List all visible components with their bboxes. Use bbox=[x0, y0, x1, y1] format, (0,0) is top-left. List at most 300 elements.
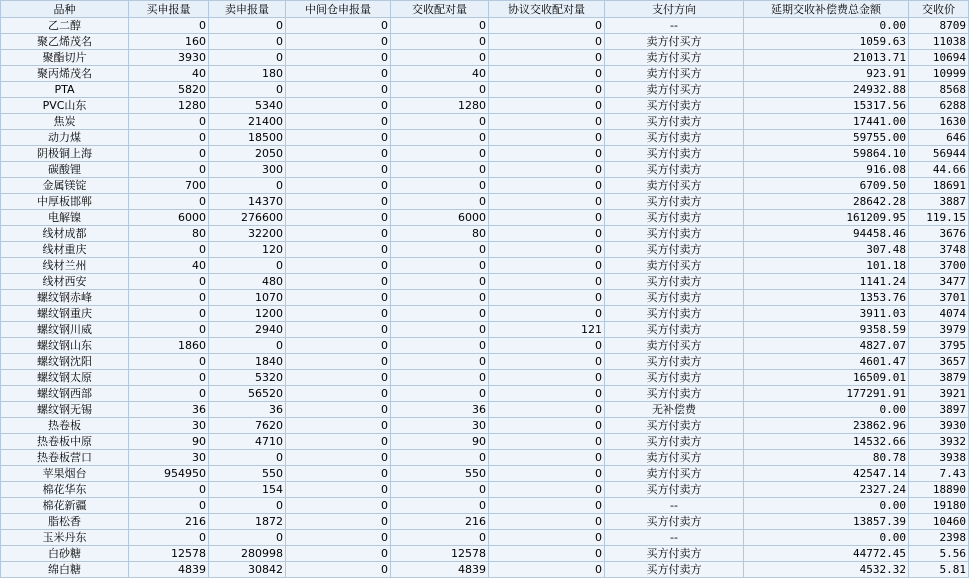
pay-direction-cell: 买方付卖方 bbox=[605, 290, 744, 306]
buy-qty-cell: 0 bbox=[129, 162, 209, 178]
pay-direction-cell: 买方付卖方 bbox=[605, 146, 744, 162]
buy-qty-cell: 1860 bbox=[129, 338, 209, 354]
sell-qty-cell: 5320 bbox=[209, 370, 286, 386]
agreement-qty-cell: 0 bbox=[489, 114, 605, 130]
sell-qty-cell: 30842 bbox=[209, 562, 286, 578]
pay-direction-cell: 买方付卖方 bbox=[605, 370, 744, 386]
compensation-cell: 42547.14 bbox=[744, 466, 909, 482]
sell-qty-cell: 0 bbox=[209, 450, 286, 466]
matched-qty-cell: 12578 bbox=[391, 546, 489, 562]
table-row bbox=[1, 322, 969, 338]
matched-qty-cell: 0 bbox=[391, 146, 489, 162]
buy-qty-cell: 6000 bbox=[129, 210, 209, 226]
agreement-qty-cell: 0 bbox=[489, 18, 605, 34]
mid-qty-cell: 0 bbox=[286, 354, 391, 370]
settle-price-cell: 3887 bbox=[909, 194, 969, 210]
buy-qty-cell: 0 bbox=[129, 354, 209, 370]
pay-direction-cell: 买方付卖方 bbox=[605, 482, 744, 498]
mid-qty-cell: 0 bbox=[286, 290, 391, 306]
sell-qty-cell: 0 bbox=[209, 82, 286, 98]
settle-price-cell: 2398 bbox=[909, 530, 969, 546]
variety-cell: 线材重庆 bbox=[1, 242, 129, 258]
variety-cell: 电解镍 bbox=[1, 210, 129, 226]
variety-cell: 螺纹钢无锡 bbox=[1, 402, 129, 418]
pay-direction-cell: 卖方付买方 bbox=[605, 466, 744, 482]
settle-price-cell: 3879 bbox=[909, 370, 969, 386]
settle-price-cell: 10460 bbox=[909, 514, 969, 530]
agreement-qty-cell: 0 bbox=[489, 482, 605, 498]
mid-qty-cell: 0 bbox=[286, 258, 391, 274]
settle-price-cell: 3657 bbox=[909, 354, 969, 370]
compensation-cell: 1141.24 bbox=[744, 274, 909, 290]
buy-qty-cell: 0 bbox=[129, 482, 209, 498]
table-row bbox=[1, 402, 969, 418]
matched-qty-cell: 4839 bbox=[391, 562, 489, 578]
compensation-cell: 23862.96 bbox=[744, 418, 909, 434]
table-row bbox=[1, 546, 969, 562]
variety-cell: 螺纹钢山东 bbox=[1, 338, 129, 354]
compensation-cell: 916.08 bbox=[744, 162, 909, 178]
matched-qty-cell: 0 bbox=[391, 482, 489, 498]
table-row bbox=[1, 274, 969, 290]
buy-qty-cell: 0 bbox=[129, 290, 209, 306]
compensation-cell: 4532.32 bbox=[744, 562, 909, 578]
compensation-cell: 923.91 bbox=[744, 66, 909, 82]
variety-cell: 聚丙烯茂名 bbox=[1, 66, 129, 82]
mid-qty-cell: 0 bbox=[286, 130, 391, 146]
pay-direction-cell: 买方付卖方 bbox=[605, 242, 744, 258]
buy-qty-cell: 0 bbox=[129, 146, 209, 162]
agreement-qty-cell: 0 bbox=[489, 162, 605, 178]
header-mid-qty: 中间仓申报量 bbox=[286, 1, 391, 18]
buy-qty-cell: 0 bbox=[129, 386, 209, 402]
compensation-cell: 4601.47 bbox=[744, 354, 909, 370]
mid-qty-cell: 0 bbox=[286, 530, 391, 546]
compensation-cell: 59755.00 bbox=[744, 130, 909, 146]
table-row bbox=[1, 258, 969, 274]
buy-qty-cell: 90 bbox=[129, 434, 209, 450]
variety-cell: 聚乙烯茂名 bbox=[1, 34, 129, 50]
matched-qty-cell: 0 bbox=[391, 242, 489, 258]
settle-price-cell: 44.66 bbox=[909, 162, 969, 178]
buy-qty-cell: 954950 bbox=[129, 466, 209, 482]
agreement-qty-cell: 0 bbox=[489, 274, 605, 290]
matched-qty-cell: 0 bbox=[391, 50, 489, 66]
settle-price-cell: 10694 bbox=[909, 50, 969, 66]
matched-qty-cell: 36 bbox=[391, 402, 489, 418]
agreement-qty-cell: 0 bbox=[489, 514, 605, 530]
sell-qty-cell: 300 bbox=[209, 162, 286, 178]
variety-cell: 螺纹钢赤峰 bbox=[1, 290, 129, 306]
pay-direction-cell: 卖方付买方 bbox=[605, 338, 744, 354]
table-row bbox=[1, 242, 969, 258]
agreement-qty-cell: 0 bbox=[489, 258, 605, 274]
sell-qty-cell: 1200 bbox=[209, 306, 286, 322]
pay-direction-cell: 买方付卖方 bbox=[605, 546, 744, 562]
buy-qty-cell: 30 bbox=[129, 450, 209, 466]
table-row bbox=[1, 418, 969, 434]
table-row bbox=[1, 434, 969, 450]
variety-cell: 线材西安 bbox=[1, 274, 129, 290]
buy-qty-cell: 0 bbox=[129, 130, 209, 146]
mid-qty-cell: 0 bbox=[286, 562, 391, 578]
pay-direction-cell: -- bbox=[605, 18, 744, 34]
mid-qty-cell: 0 bbox=[286, 18, 391, 34]
settle-price-cell: 3938 bbox=[909, 450, 969, 466]
table-row bbox=[1, 386, 969, 402]
agreement-qty-cell: 0 bbox=[489, 370, 605, 386]
mid-qty-cell: 0 bbox=[286, 194, 391, 210]
agreement-qty-cell: 0 bbox=[489, 82, 605, 98]
compensation-cell: 21013.71 bbox=[744, 50, 909, 66]
header-settle-price: 交收价 bbox=[909, 1, 969, 18]
compensation-cell: 24932.88 bbox=[744, 82, 909, 98]
table-row bbox=[1, 370, 969, 386]
compensation-cell: 14532.66 bbox=[744, 434, 909, 450]
compensation-cell: 0.00 bbox=[744, 498, 909, 514]
mid-qty-cell: 0 bbox=[286, 418, 391, 434]
agreement-qty-cell: 0 bbox=[489, 34, 605, 50]
buy-qty-cell: 0 bbox=[129, 18, 209, 34]
agreement-qty-cell: 0 bbox=[489, 434, 605, 450]
matched-qty-cell: 0 bbox=[391, 34, 489, 50]
buy-qty-cell: 700 bbox=[129, 178, 209, 194]
sell-qty-cell: 0 bbox=[209, 178, 286, 194]
variety-cell: 中厚板邯郸 bbox=[1, 194, 129, 210]
mid-qty-cell: 0 bbox=[286, 306, 391, 322]
pay-direction-cell: 买方付卖方 bbox=[605, 114, 744, 130]
sell-qty-cell: 0 bbox=[209, 258, 286, 274]
settle-price-cell: 3477 bbox=[909, 274, 969, 290]
variety-cell: 白砂糖 bbox=[1, 546, 129, 562]
table-row bbox=[1, 34, 969, 50]
buy-qty-cell: 12578 bbox=[129, 546, 209, 562]
sell-qty-cell: 0 bbox=[209, 50, 286, 66]
pay-direction-cell: 买方付卖方 bbox=[605, 434, 744, 450]
header-compensation: 延期交收补偿费总金额 bbox=[744, 1, 909, 18]
mid-qty-cell: 0 bbox=[286, 66, 391, 82]
matched-qty-cell: 80 bbox=[391, 226, 489, 242]
agreement-qty-cell: 0 bbox=[489, 146, 605, 162]
compensation-cell: 0.00 bbox=[744, 18, 909, 34]
matched-qty-cell: 0 bbox=[391, 306, 489, 322]
pay-direction-cell: 买方付卖方 bbox=[605, 514, 744, 530]
compensation-cell: 9358.59 bbox=[744, 322, 909, 338]
settle-price-cell: 3701 bbox=[909, 290, 969, 306]
pay-direction-cell: 买方付卖方 bbox=[605, 130, 744, 146]
table-row bbox=[1, 482, 969, 498]
variety-cell: 螺纹钢西部 bbox=[1, 386, 129, 402]
pay-direction-cell: 买方付卖方 bbox=[605, 562, 744, 578]
pay-direction-cell: 卖方付买方 bbox=[605, 258, 744, 274]
buy-qty-cell: 0 bbox=[129, 322, 209, 338]
mid-qty-cell: 0 bbox=[286, 482, 391, 498]
agreement-qty-cell: 0 bbox=[489, 242, 605, 258]
matched-qty-cell: 0 bbox=[391, 274, 489, 290]
settle-price-cell: 3932 bbox=[909, 434, 969, 450]
variety-cell: 乙二醇 bbox=[1, 18, 129, 34]
table-row bbox=[1, 354, 969, 370]
settle-price-cell: 4074 bbox=[909, 306, 969, 322]
pay-direction-cell: 买方付卖方 bbox=[605, 306, 744, 322]
variety-cell: 碳酸锂 bbox=[1, 162, 129, 178]
sell-qty-cell: 0 bbox=[209, 34, 286, 50]
pay-direction-cell: 卖方付买方 bbox=[605, 450, 744, 466]
table-row bbox=[1, 50, 969, 66]
table-body bbox=[1, 18, 969, 578]
settle-price-cell: 3930 bbox=[909, 418, 969, 434]
pay-direction-cell: -- bbox=[605, 530, 744, 546]
matched-qty-cell: 30 bbox=[391, 418, 489, 434]
settle-price-cell: 56944 bbox=[909, 146, 969, 162]
mid-qty-cell: 0 bbox=[286, 178, 391, 194]
sell-qty-cell: 550 bbox=[209, 466, 286, 482]
compensation-cell: 6709.50 bbox=[744, 178, 909, 194]
compensation-cell: 15317.56 bbox=[744, 98, 909, 114]
agreement-qty-cell: 0 bbox=[489, 338, 605, 354]
settle-price-cell: 18890 bbox=[909, 482, 969, 498]
variety-cell: 棉花华东 bbox=[1, 482, 129, 498]
buy-qty-cell: 5820 bbox=[129, 82, 209, 98]
matched-qty-cell: 0 bbox=[391, 114, 489, 130]
variety-cell: PTA bbox=[1, 82, 129, 98]
table-row bbox=[1, 466, 969, 482]
table-row bbox=[1, 306, 969, 322]
matched-qty-cell: 0 bbox=[391, 322, 489, 338]
mid-qty-cell: 0 bbox=[286, 210, 391, 226]
table-row bbox=[1, 194, 969, 210]
pay-direction-cell: -- bbox=[605, 498, 744, 514]
sell-qty-cell: 7620 bbox=[209, 418, 286, 434]
compensation-cell: 16509.01 bbox=[744, 370, 909, 386]
pay-direction-cell: 卖方付买方 bbox=[605, 50, 744, 66]
compensation-cell: 80.78 bbox=[744, 450, 909, 466]
variety-cell: 苹果烟台 bbox=[1, 466, 129, 482]
sell-qty-cell: 18500 bbox=[209, 130, 286, 146]
matched-qty-cell: 0 bbox=[391, 18, 489, 34]
table-row bbox=[1, 530, 969, 546]
buy-qty-cell: 0 bbox=[129, 114, 209, 130]
table-row bbox=[1, 18, 969, 34]
matched-qty-cell: 0 bbox=[391, 354, 489, 370]
settle-price-cell: 8568 bbox=[909, 82, 969, 98]
compensation-cell: 17441.00 bbox=[744, 114, 909, 130]
mid-qty-cell: 0 bbox=[286, 274, 391, 290]
mid-qty-cell: 0 bbox=[286, 242, 391, 258]
compensation-cell: 44772.45 bbox=[744, 546, 909, 562]
matched-qty-cell: 0 bbox=[391, 386, 489, 402]
compensation-cell: 59864.10 bbox=[744, 146, 909, 162]
mid-qty-cell: 0 bbox=[286, 82, 391, 98]
compensation-cell: 94458.46 bbox=[744, 226, 909, 242]
sell-qty-cell: 276600 bbox=[209, 210, 286, 226]
mid-qty-cell: 0 bbox=[286, 498, 391, 514]
table-row bbox=[1, 514, 969, 530]
variety-cell: 线材成都 bbox=[1, 226, 129, 242]
agreement-qty-cell: 0 bbox=[489, 290, 605, 306]
variety-cell: 脂松香 bbox=[1, 514, 129, 530]
settle-price-cell: 3979 bbox=[909, 322, 969, 338]
compensation-cell: 4827.07 bbox=[744, 338, 909, 354]
header-matched-qty: 交收配对量 bbox=[391, 1, 489, 18]
settle-price-cell: 3795 bbox=[909, 338, 969, 354]
matched-qty-cell: 0 bbox=[391, 290, 489, 306]
agreement-qty-cell: 0 bbox=[489, 66, 605, 82]
buy-qty-cell: 30 bbox=[129, 418, 209, 434]
buy-qty-cell: 3930 bbox=[129, 50, 209, 66]
sell-qty-cell: 1070 bbox=[209, 290, 286, 306]
mid-qty-cell: 0 bbox=[286, 146, 391, 162]
table-row bbox=[1, 210, 969, 226]
buy-qty-cell: 160 bbox=[129, 34, 209, 50]
buy-qty-cell: 0 bbox=[129, 530, 209, 546]
pay-direction-cell: 卖方付买方 bbox=[605, 82, 744, 98]
compensation-cell: 1059.63 bbox=[744, 34, 909, 50]
table-row bbox=[1, 146, 969, 162]
mid-qty-cell: 0 bbox=[286, 546, 391, 562]
agreement-qty-cell: 0 bbox=[489, 402, 605, 418]
agreement-qty-cell: 0 bbox=[489, 562, 605, 578]
header-buy-qty: 买申报量 bbox=[129, 1, 209, 18]
variety-cell: 绵白糖 bbox=[1, 562, 129, 578]
settle-price-cell: 3676 bbox=[909, 226, 969, 242]
header-row bbox=[1, 1, 969, 18]
sell-qty-cell: 5340 bbox=[209, 98, 286, 114]
pay-direction-cell: 买方付卖方 bbox=[605, 226, 744, 242]
buy-qty-cell: 0 bbox=[129, 274, 209, 290]
variety-cell: 棉花新疆 bbox=[1, 498, 129, 514]
pay-direction-cell: 买方付卖方 bbox=[605, 98, 744, 114]
mid-qty-cell: 0 bbox=[286, 370, 391, 386]
sell-qty-cell: 0 bbox=[209, 498, 286, 514]
agreement-qty-cell: 0 bbox=[489, 130, 605, 146]
mid-qty-cell: 0 bbox=[286, 114, 391, 130]
sell-qty-cell: 21400 bbox=[209, 114, 286, 130]
mid-qty-cell: 0 bbox=[286, 386, 391, 402]
settle-price-cell: 11038 bbox=[909, 34, 969, 50]
matched-qty-cell: 550 bbox=[391, 466, 489, 482]
settle-price-cell: 10999 bbox=[909, 66, 969, 82]
buy-qty-cell: 80 bbox=[129, 226, 209, 242]
variety-cell: 动力煤 bbox=[1, 130, 129, 146]
mid-qty-cell: 0 bbox=[286, 338, 391, 354]
table-row bbox=[1, 338, 969, 354]
settle-price-cell: 6288 bbox=[909, 98, 969, 114]
compensation-cell: 177291.91 bbox=[744, 386, 909, 402]
settle-price-cell: 119.15 bbox=[909, 210, 969, 226]
agreement-qty-cell: 0 bbox=[489, 178, 605, 194]
settle-price-cell: 1630 bbox=[909, 114, 969, 130]
mid-qty-cell: 0 bbox=[286, 226, 391, 242]
buy-qty-cell: 0 bbox=[129, 242, 209, 258]
table-row bbox=[1, 162, 969, 178]
sell-qty-cell: 0 bbox=[209, 338, 286, 354]
table-row bbox=[1, 114, 969, 130]
settle-price-cell: 3748 bbox=[909, 242, 969, 258]
buy-qty-cell: 4839 bbox=[129, 562, 209, 578]
agreement-qty-cell: 0 bbox=[489, 498, 605, 514]
buy-qty-cell: 1280 bbox=[129, 98, 209, 114]
mid-qty-cell: 0 bbox=[286, 434, 391, 450]
variety-cell: 螺纹钢川威 bbox=[1, 322, 129, 338]
pay-direction-cell: 买方付卖方 bbox=[605, 354, 744, 370]
matched-qty-cell: 0 bbox=[391, 370, 489, 386]
matched-qty-cell: 0 bbox=[391, 498, 489, 514]
variety-cell: 玉米丹东 bbox=[1, 530, 129, 546]
pay-direction-cell: 买方付卖方 bbox=[605, 162, 744, 178]
compensation-cell: 101.18 bbox=[744, 258, 909, 274]
pay-direction-cell: 买方付卖方 bbox=[605, 322, 744, 338]
compensation-cell: 13857.39 bbox=[744, 514, 909, 530]
variety-cell: 金属镁锭 bbox=[1, 178, 129, 194]
variety-cell: 聚酯切片 bbox=[1, 50, 129, 66]
settle-price-cell: 3897 bbox=[909, 402, 969, 418]
table-row bbox=[1, 66, 969, 82]
compensation-cell: 28642.28 bbox=[744, 194, 909, 210]
agreement-qty-cell: 0 bbox=[489, 306, 605, 322]
buy-qty-cell: 0 bbox=[129, 306, 209, 322]
sell-qty-cell: 0 bbox=[209, 530, 286, 546]
buy-qty-cell: 40 bbox=[129, 258, 209, 274]
sell-qty-cell: 2050 bbox=[209, 146, 286, 162]
pay-direction-cell: 买方付卖方 bbox=[605, 274, 744, 290]
table-row bbox=[1, 562, 969, 578]
pay-direction-cell: 卖方付买方 bbox=[605, 34, 744, 50]
agreement-qty-cell: 0 bbox=[489, 450, 605, 466]
compensation-cell: 161209.95 bbox=[744, 210, 909, 226]
agreement-qty-cell: 0 bbox=[489, 466, 605, 482]
pay-direction-cell: 卖方付买方 bbox=[605, 66, 744, 82]
matched-qty-cell: 216 bbox=[391, 514, 489, 530]
settle-price-cell: 18691 bbox=[909, 178, 969, 194]
sell-qty-cell: 1872 bbox=[209, 514, 286, 530]
sell-qty-cell: 4710 bbox=[209, 434, 286, 450]
header-pay-direction: 支付方向 bbox=[605, 1, 744, 18]
agreement-qty-cell: 0 bbox=[489, 98, 605, 114]
table-row bbox=[1, 98, 969, 114]
buy-qty-cell: 0 bbox=[129, 370, 209, 386]
settle-price-cell: 5.56 bbox=[909, 546, 969, 562]
variety-cell: 螺纹钢太原 bbox=[1, 370, 129, 386]
variety-cell: PVC山东 bbox=[1, 98, 129, 114]
agreement-qty-cell: 0 bbox=[489, 546, 605, 562]
matched-qty-cell: 0 bbox=[391, 530, 489, 546]
buy-qty-cell: 40 bbox=[129, 66, 209, 82]
table-row bbox=[1, 130, 969, 146]
settle-price-cell: 19180 bbox=[909, 498, 969, 514]
mid-qty-cell: 0 bbox=[286, 50, 391, 66]
sell-qty-cell: 32200 bbox=[209, 226, 286, 242]
agreement-qty-cell: 0 bbox=[489, 354, 605, 370]
settle-price-cell: 3700 bbox=[909, 258, 969, 274]
agreement-qty-cell: 0 bbox=[489, 50, 605, 66]
mid-qty-cell: 0 bbox=[286, 514, 391, 530]
sell-qty-cell: 2940 bbox=[209, 322, 286, 338]
variety-cell: 热卷板 bbox=[1, 418, 129, 434]
pay-direction-cell: 买方付卖方 bbox=[605, 418, 744, 434]
settle-price-cell: 5.81 bbox=[909, 562, 969, 578]
header-variety: 品种 bbox=[1, 1, 129, 18]
table-row bbox=[1, 498, 969, 514]
pay-direction-cell: 买方付卖方 bbox=[605, 386, 744, 402]
agreement-qty-cell: 0 bbox=[489, 194, 605, 210]
pay-direction-cell: 无补偿费 bbox=[605, 402, 744, 418]
variety-cell: 热卷板中原 bbox=[1, 434, 129, 450]
table-row bbox=[1, 226, 969, 242]
variety-cell: 螺纹钢重庆 bbox=[1, 306, 129, 322]
pay-direction-cell: 买方付卖方 bbox=[605, 210, 744, 226]
mid-qty-cell: 0 bbox=[286, 322, 391, 338]
